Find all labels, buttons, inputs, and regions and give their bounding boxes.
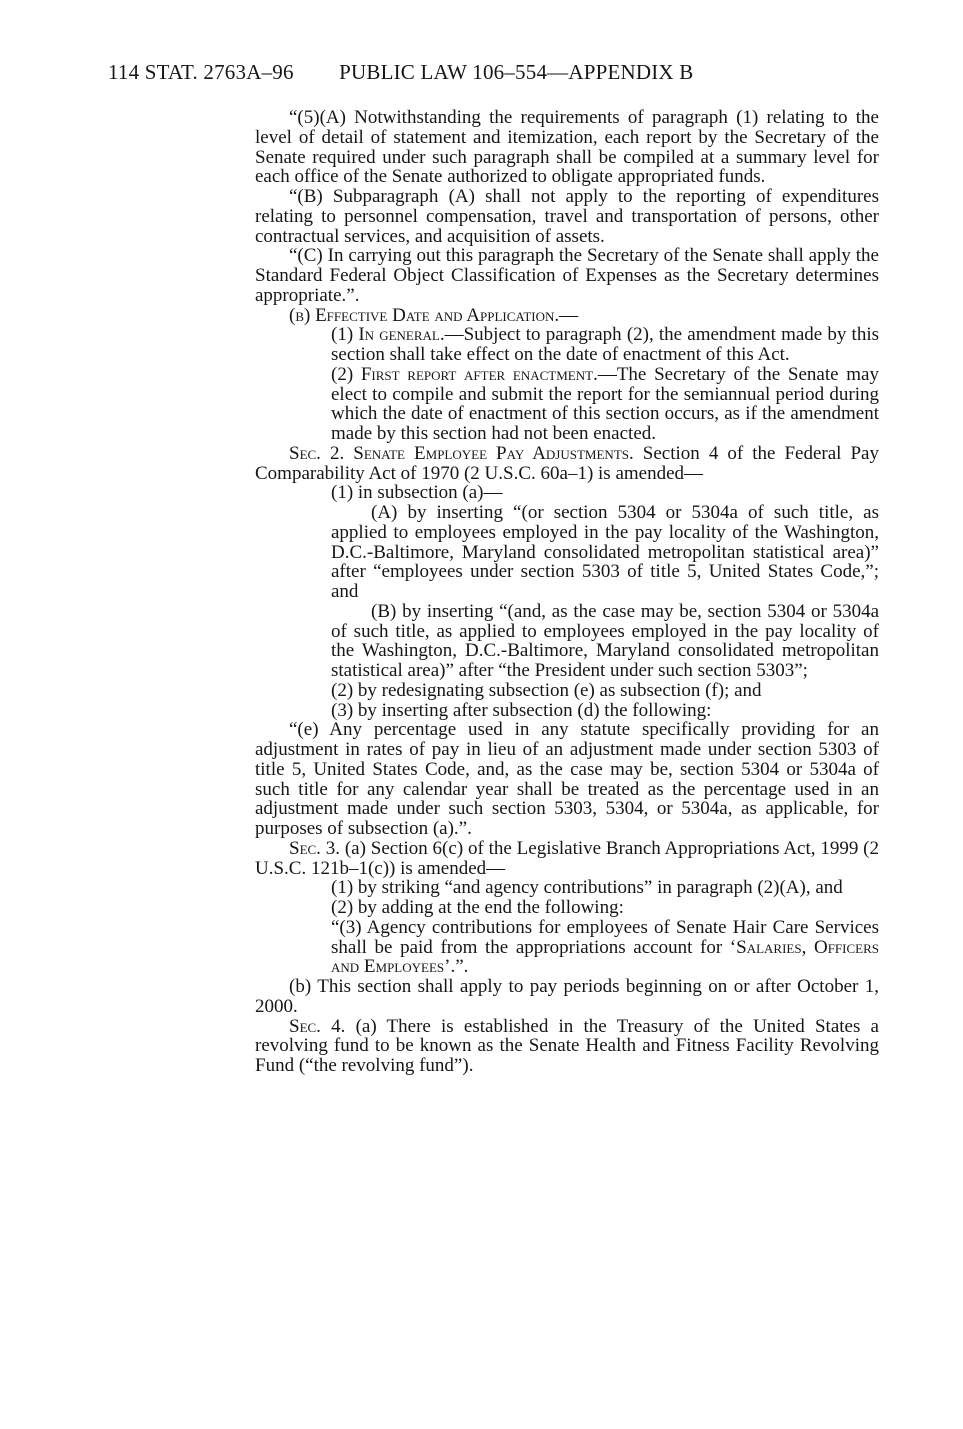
section-2-item-1b: (B) by inserting “(and, as the case may be, section 5304 or 5304a of such title, as applied to employees employed in the pay locality of the Washington, D.C.-Baltimore, Maryland consolidated metropolitan statistical area)” after “the President under such section 5303”; (331, 600, 879, 681)
section-3-text: (a) Section 6(c) of the Legislative Branch Appropriations Act, 1999 (2 U.S.C. 121b–1(c)) is amended— (255, 837, 879, 879)
section-3-item-3-tail: ’.”. (444, 956, 469, 978)
page-header (108, 60, 693, 85)
first-report-heading: (2) First report after enactment. (331, 363, 598, 385)
paragraph-5c: “(C) In carrying out this paragraph the Secretary of the Senate shall apply the Standard Federal Object Classification of Expenses as the Secretary determines appropriate.”. (255, 245, 879, 306)
section-2-item-3: (3) by inserting after subsection (d) the following: (331, 699, 712, 721)
paragraph-in-general (255, 325, 879, 365)
section-3-item-1: (1) by striking “and agency contributions” in paragraph (2)(A), and (331, 877, 843, 899)
section-3-item-3 (255, 918, 879, 977)
subsection-b-heading (255, 306, 879, 326)
section-3 (255, 839, 879, 879)
section-2-item-2: (2) by redesignating subsection (e) as subsection (f); and (331, 679, 762, 701)
first-report-text: —The Secretary of the Senate may elect to compile and submit the report for the semiannual period during which the date of enactment of this section occurs, as if the amendment made by this section had not been enacted. (331, 363, 879, 444)
in-general-heading: (1) In general. (331, 324, 445, 346)
statute-citation: 114 STAT. 2763A–96 (108, 60, 294, 84)
paragraph-first-report (255, 365, 879, 444)
document-body (255, 108, 879, 1076)
section-3-item-3-text: “(3) Agency contributions for employees of Senate Hair Care Services shall be paid from the appropriations account for ‘ (331, 916, 879, 958)
section-2-heading: Sec. 2. Senate Employee Pay Adjustments. (289, 442, 634, 464)
section-2-subsection-e: “(e) Any percentage used in any statute specifically providing for an adjustment in rates of pay in lieu of an adjustment made under section 5303 of title 5, United States Code, and, as the case may be, section 5304 or 5304a of such title for any calendar year shall be treated as the percentage used in an adjustment made under such section 5303, 5304, or 5304a, as applicable, for purposes of subsection (a).”. (255, 719, 879, 839)
section-3-subsection-b: (b) This section shall apply to pay periods beginning on or after October 1, 2000. (255, 976, 879, 1017)
section-2 (255, 444, 879, 484)
section-3-item-2: (2) by adding at the end the following: (331, 897, 624, 918)
section-2-item-1a: (A) by inserting “(or section 5304 or 5304a of such title, as applied to employees employed in the pay locality of the Washington, D.C.-Baltimore, Maryland consolidated metropolitan statistical area)” after “employees under section 5303 of title 5, United States Code,”; and (331, 502, 879, 602)
section-4-text: (a) There is established in the Treasury of the United States a revolving fund to be known as the Senate Health and Fitness Facility Revolving Fund (“the revolving fund”). (255, 1015, 879, 1076)
paragraph-5b: “(B) Subparagraph (A) shall not apply to the reporting of expenditures relating to personnel compensation, travel and transportation of persons, other contractual services, and acquisition of assets. (255, 186, 879, 247)
subsection-b-heading-text: (b) Effective Date and Application.— (289, 304, 579, 326)
paragraph-5a: “(5)(A) Notwithstanding the requirements of paragraph (1) relating to the level of detail of statement and itemization, each report by the Secretary of the Senate required under such paragraph shall be compiled at a summary level for each office of the Senate authorized to obligate appropriated funds. (255, 107, 879, 188)
section-4-heading: Sec. 4. (289, 1015, 346, 1037)
section-4 (255, 1017, 879, 1076)
section-2-item-1: (1) in subsection (a)— (331, 482, 503, 504)
section-3-heading: Sec. 3. (289, 837, 341, 859)
account-name: Salaries, Officers and Employees (331, 936, 879, 978)
section-2-text: Section 4 of the Federal Pay Comparability Act of 1970 (2 U.S.C. 60a–1) is amended— (255, 442, 879, 484)
in-general-text: —Subject to paragraph (2), the amendment made by this section shall take effect on the date of enactment of this Act. (331, 324, 879, 365)
law-title: PUBLIC LAW 106–554—APPENDIX B (339, 60, 694, 84)
